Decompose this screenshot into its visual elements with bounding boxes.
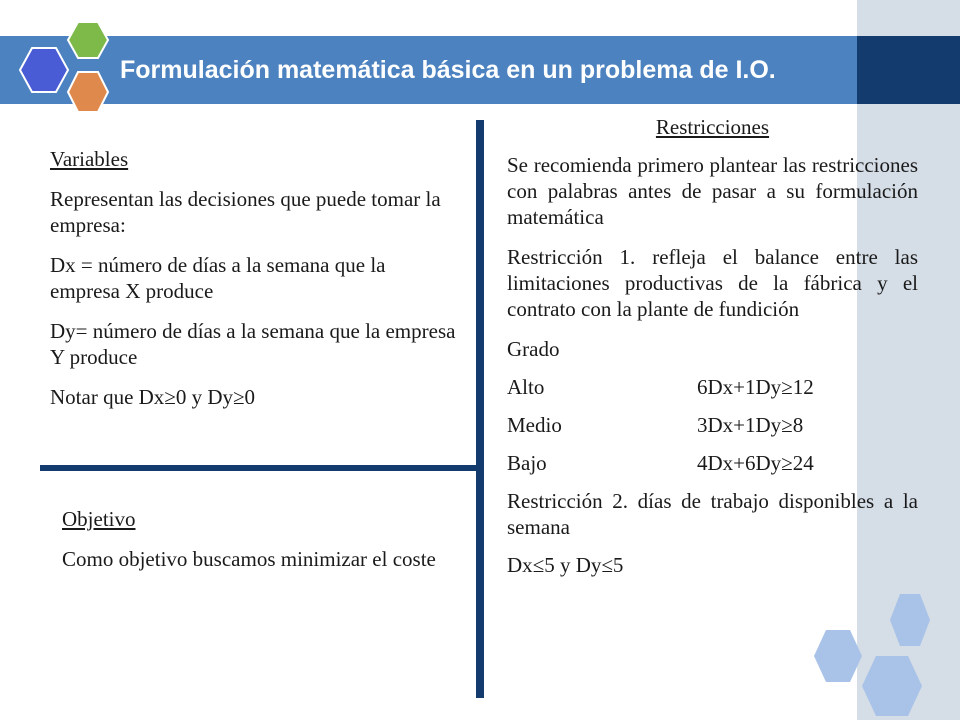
horizontal-divider — [40, 465, 484, 471]
restriction-2: Restricción 2. días de trabajo disponibles a la semana — [507, 489, 918, 539]
decorative-hexagons-icon — [800, 586, 960, 720]
variables-note: Notar que Dx≥0 y Dy≥0 — [50, 385, 256, 409]
hexagon-logo-icon — [12, 20, 112, 120]
variables-description: Representan las decisiones que puede tomar la empresa: — [50, 187, 441, 237]
variables-heading: Variables — [50, 147, 129, 171]
green-hexagon — [68, 22, 108, 58]
light-hexagon-left — [814, 630, 862, 682]
light-hexagon-bottom — [862, 656, 922, 716]
variables-section — [50, 146, 456, 424]
grade-row-medio — [507, 412, 918, 438]
grade-level: Bajo — [507, 451, 547, 475]
grade-level: Medio — [507, 413, 562, 437]
title-bar-dark-segment — [857, 36, 960, 104]
objective-text: Como objetivo buscamos minimizar el coste — [62, 547, 436, 571]
grade-formula: 4Dx+6Dy≥24 — [697, 451, 814, 475]
objective-heading: Objetivo — [62, 507, 136, 531]
grade-row-bajo — [507, 450, 918, 476]
variable-dy: Dy= número de días a la semana que la empresa Y produce — [50, 319, 456, 369]
grade-label: Grado — [507, 337, 560, 361]
objective-section — [62, 506, 456, 586]
vertical-divider — [476, 120, 484, 698]
restriction-2-formula: Dx≤5 y Dy≤5 — [507, 553, 624, 577]
restriction-1: Restricción 1. refleja el balance entre las limitaciones productivas de la fábrica y el contrato con la plante de fundición — [507, 245, 918, 321]
orange-hexagon — [68, 72, 108, 112]
blue-hexagon — [20, 48, 68, 92]
grade-level: Alto — [507, 375, 545, 399]
light-hexagon-top — [890, 594, 930, 646]
grade-formula: 3Dx+1Dy≥8 — [697, 413, 804, 437]
page-title: Formulación matemática básica en un problema de I.O. — [120, 56, 776, 84]
restrictions-heading: Restricciones — [655, 115, 770, 139]
grade-formula: 6Dx+1Dy≥12 — [697, 375, 814, 399]
restrictions-intro: Se recomienda primero plantear las restricciones con palabras antes de pasar a su formulación matemática — [507, 153, 918, 229]
restrictions-section — [507, 114, 918, 590]
variable-dx: Dx = número de días a la semana que la empresa X produce — [50, 253, 386, 303]
grade-row-alto — [507, 374, 918, 400]
